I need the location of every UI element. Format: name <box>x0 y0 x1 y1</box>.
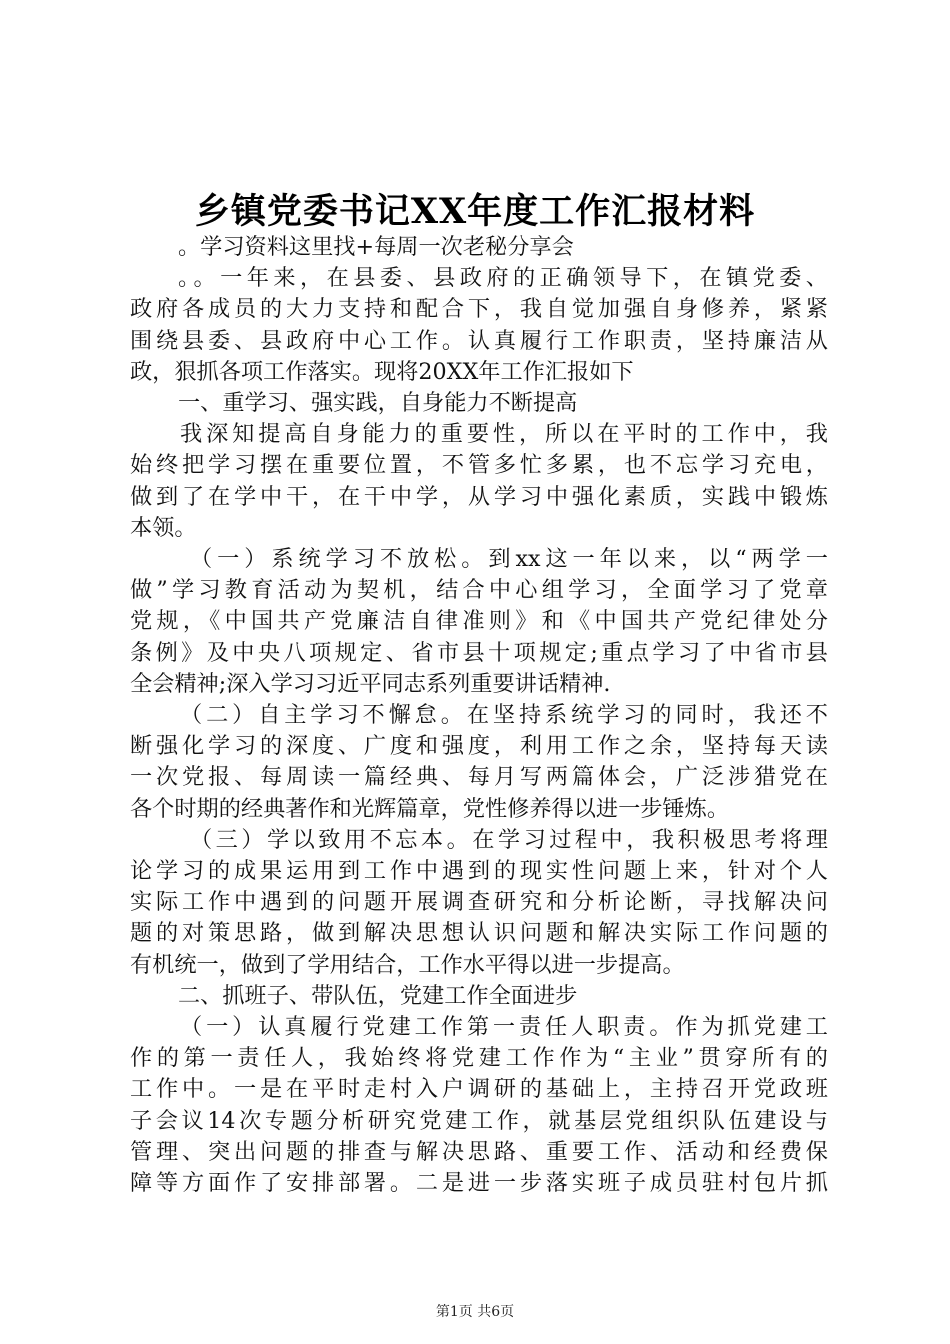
paragraph-line: 全会精神;深入学习习近平同志系列重要讲话精神. <box>130 670 611 697</box>
paragraph-line: 障等方面作了安排部署。二是进一步落实班子成员驻村包片抓 <box>130 1170 828 1197</box>
paragraph-line: 子会议14次专题分析研究党建工作，就基层党组织队伍建设与 <box>130 1107 828 1134</box>
paragraph-line: 我深知提高自身能力的重要性，所以在平时的工作中，我 <box>180 421 828 448</box>
paragraph-line: 作的第一责任人，我始终将党建工作作为“主业”贯穿所有的 <box>130 1045 828 1072</box>
paragraph-line: 题的对策思路，做到解决思想认识问题和解决实际工作问题的 <box>130 920 828 947</box>
paragraph-line: 党规，《中国共产党廉洁自律准则》和《中国共产党纪律处分 <box>130 608 828 635</box>
document-title: 乡镇党委书记XX年度工作汇报材料 <box>194 191 756 232</box>
paragraph-line: （三）学以致用不忘本。在学习过程中，我积极思考将理 <box>190 826 828 853</box>
paragraph-line: （一）认真履行党建工作第一责任人职责。作为抓党建工 <box>180 1014 828 1041</box>
paragraph-line: 政府各成员的大力支持和配合下，我自觉加强自身修养，紧紧 <box>130 296 828 323</box>
document-body <box>130 232 828 1199</box>
paragraph-line: 管理、突出问题的排查与解决思路、重要工作、活动和经费保 <box>130 1138 828 1165</box>
paragraph-line: 始终把学习摆在重要位置，不管多忙多累，也不忘学习充电， <box>130 452 828 479</box>
paragraph-line: 条例》及中央八项规定、省市县十项规定;重点学习了中省市县 <box>130 639 828 666</box>
paragraph-line: （二）自主学习不懈怠。在坚持系统学习的同时，我还不 <box>180 702 828 729</box>
paragraph-line: 实际工作中遇到的问题开展调查研究和分析论断，寻找解决问 <box>130 889 828 916</box>
paragraph-line: 论学习的成果运用到工作中遇到的现实性问题上来，针对个人 <box>130 858 828 885</box>
paragraph-line: 本领。 <box>130 514 197 541</box>
paragraph-line: 有机统一，做到了学用结合，工作水平得以进一步提高。 <box>130 951 685 978</box>
paragraph-line: 做”学习教育活动为契机，结合中心组学习，全面学习了党章 <box>130 577 828 604</box>
page-footer: 第1页 共6页 <box>435 1304 515 1320</box>
paragraph-line: 一、重学习、强实践，自身能力不断提高 <box>178 390 578 417</box>
paragraph-line: 。。一年来，在县委、县政府的正确领导下，在镇党委、 <box>178 265 828 292</box>
paragraph-line: 二、抓班子、带队伍，党建工作全面进步 <box>178 982 578 1009</box>
paragraph-line: 一次党报、每周读一篇经典、每月写两篇体会，广泛涉猎党在 <box>130 764 828 791</box>
paragraph-line: 断强化学习的深度、广度和强度，利用工作之余，坚持每天读 <box>130 733 828 760</box>
paragraph-line: 做到了在学中干，在干中学，从学习中强化素质，实践中锻炼 <box>130 483 828 510</box>
paragraph-line: （一）系统学习不放松。到xx这一年以来，以“两学一 <box>190 546 828 573</box>
paragraph-line: 政，狠抓各项工作落实。现将20XX年工作汇报如下 <box>130 358 634 385</box>
paragraph-line: 。学习资料这里找+每周一次老秘分享会 <box>178 234 574 260</box>
paragraph-line: 各个时期的经典著作和光辉篇章，党性修养得以进一步锤炼。 <box>130 795 730 822</box>
paragraph-line: 工作中。一是在平时走村入户调研的基础上，主持召开党政班 <box>130 1076 828 1103</box>
paragraph-line: 围绕县委、县政府中心工作。认真履行工作职责，坚持廉洁从 <box>130 327 828 354</box>
